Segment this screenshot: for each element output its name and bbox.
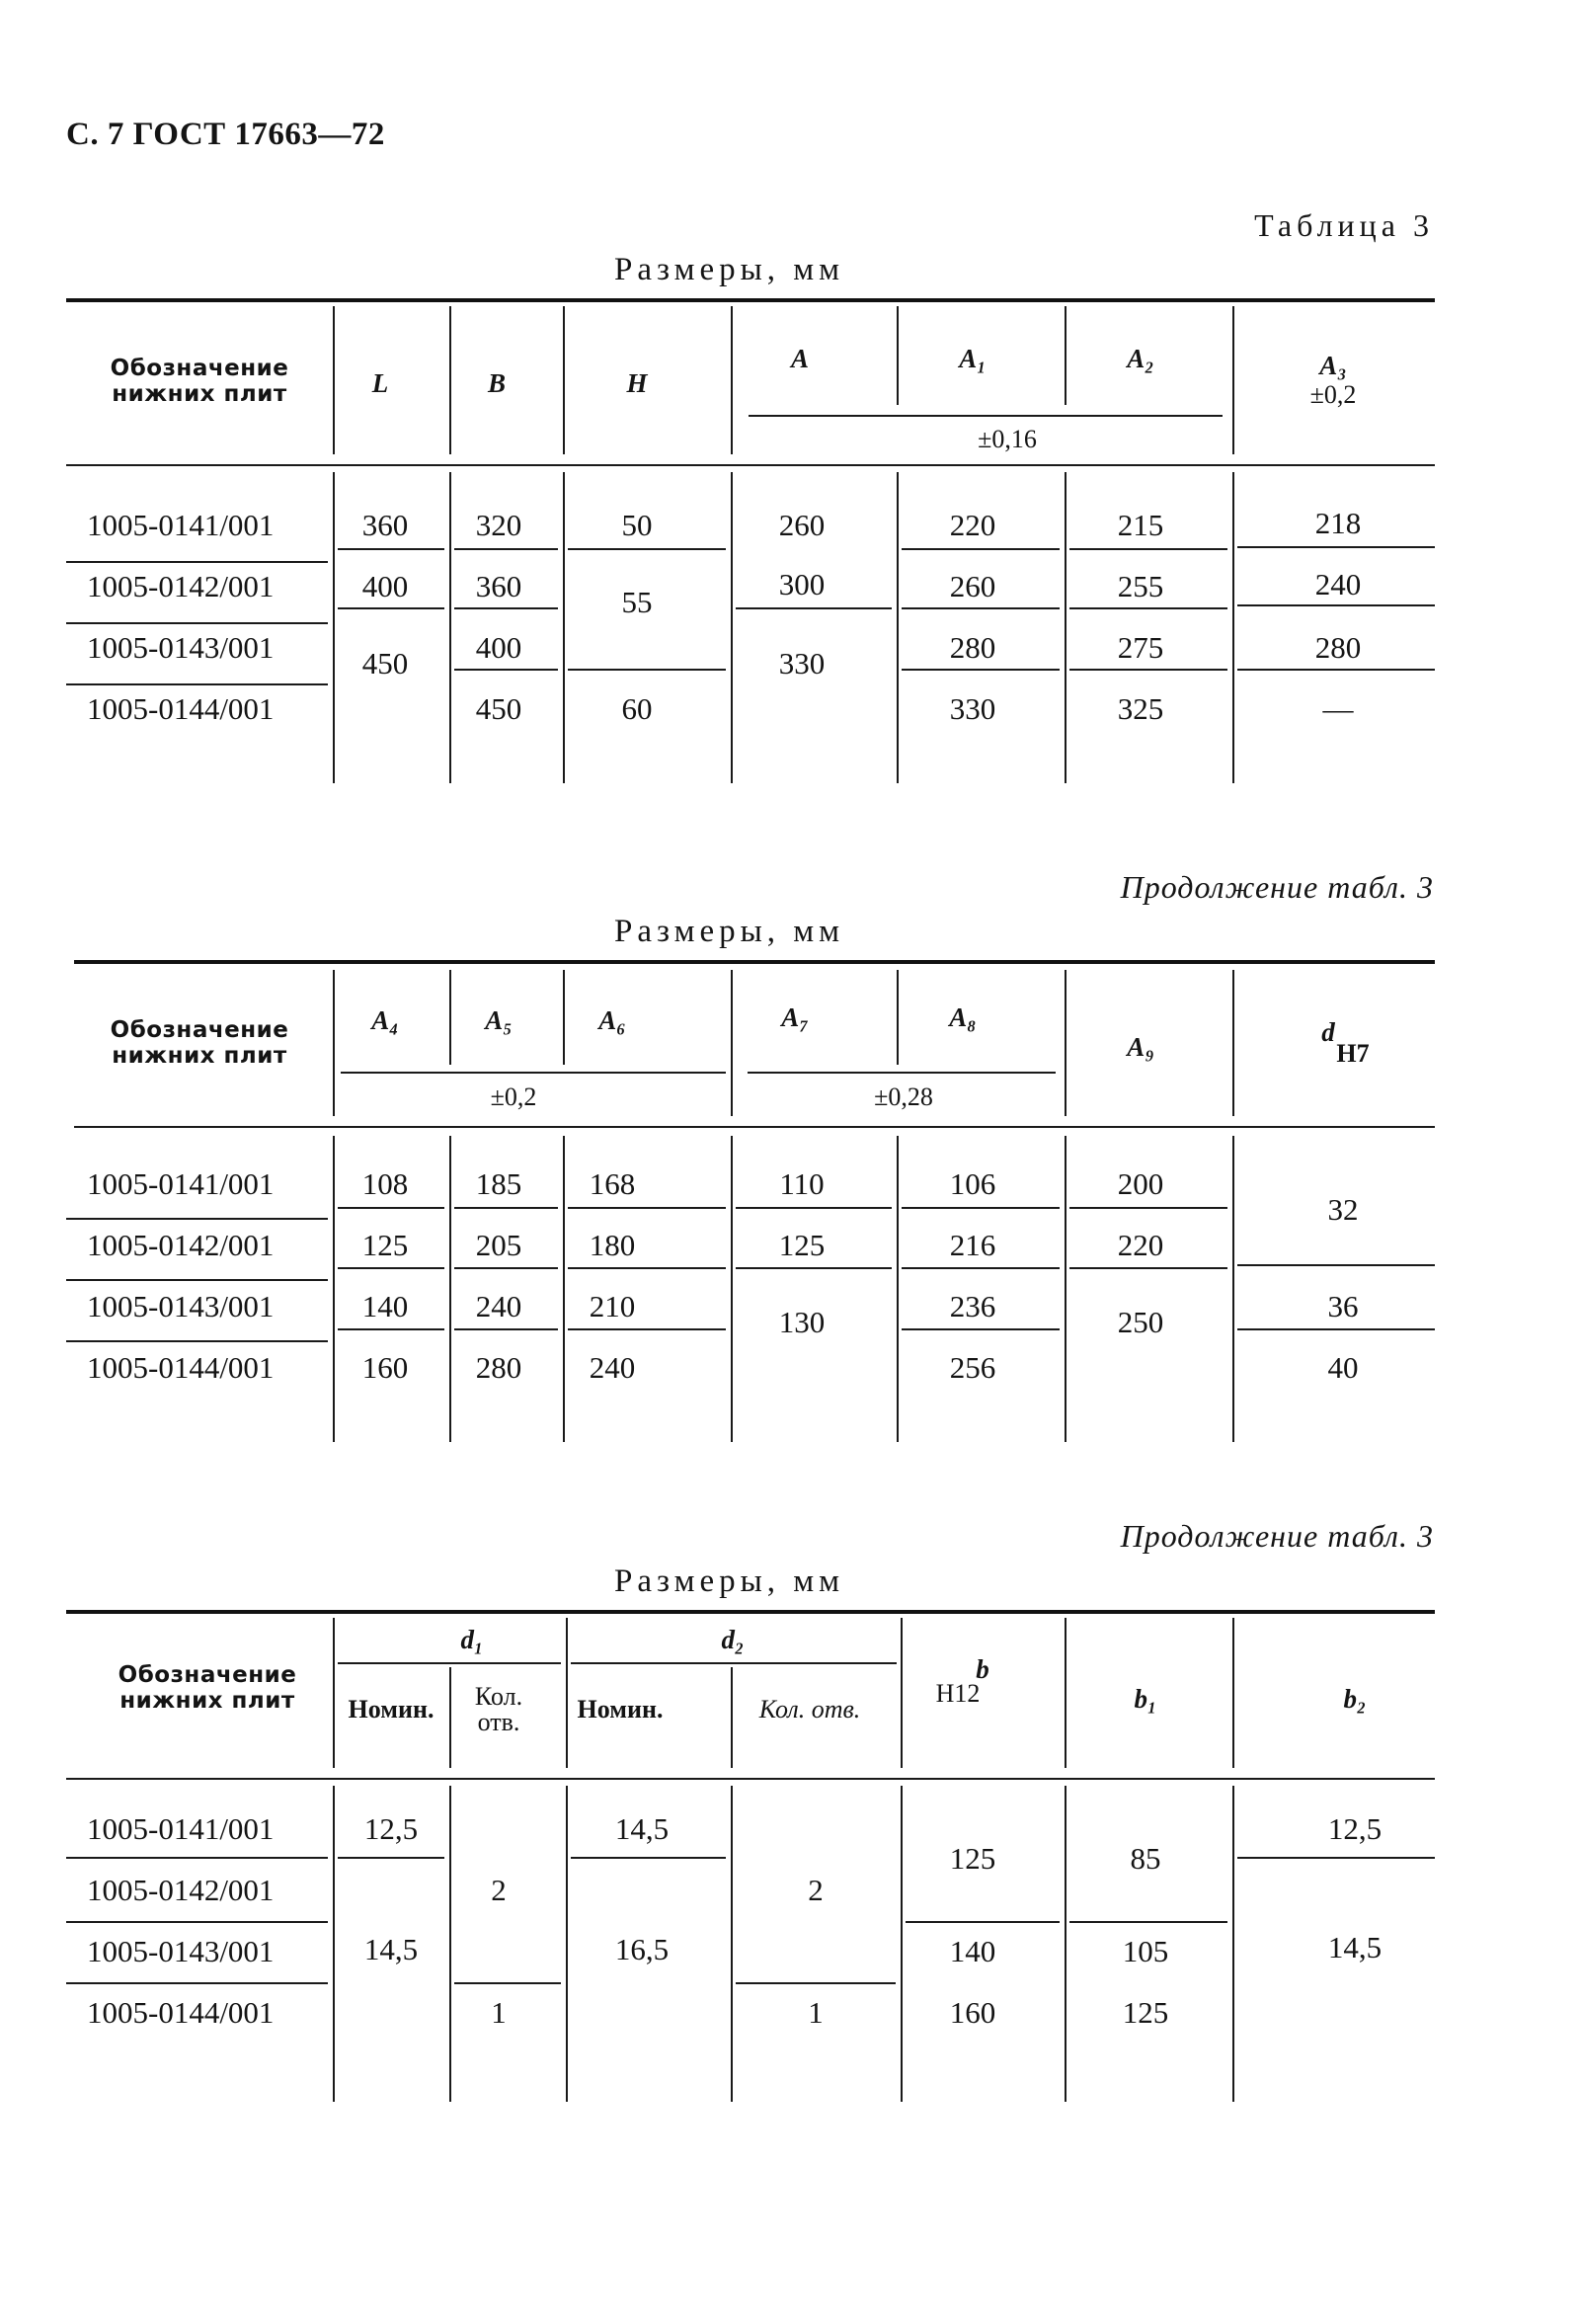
cell-A2: 255 bbox=[1117, 569, 1164, 603]
cell-A9: 220 bbox=[1117, 1228, 1164, 1262]
column-header-L: L bbox=[371, 368, 389, 398]
cell-d: 32 bbox=[1327, 1192, 1359, 1227]
cell-A4: 108 bbox=[361, 1166, 409, 1201]
column-header-A3: A₃ bbox=[1319, 351, 1347, 380]
units-label: Размеры, мм bbox=[614, 252, 845, 287]
column-header-A5: A₅ bbox=[485, 1005, 513, 1035]
table-row-designation: 1005-0141/001 bbox=[87, 1166, 275, 1201]
fit-H12: H12 bbox=[935, 1679, 981, 1708]
cell-b: 140 bbox=[949, 1934, 996, 1968]
tolerance-group-2: ±0,28 bbox=[874, 1082, 933, 1111]
cell-A5: 240 bbox=[475, 1289, 522, 1323]
column-header-d1-nominal: Номин. bbox=[348, 1695, 434, 1723]
cell-B: 400 bbox=[475, 630, 522, 665]
column-header-A6: A₆ bbox=[598, 1005, 626, 1035]
cell-A6: 210 bbox=[589, 1289, 636, 1323]
cell-d2-count: 1 bbox=[808, 1995, 824, 2030]
cell-A: 260 bbox=[778, 508, 826, 542]
column-header-A4: A₄ bbox=[371, 1005, 399, 1035]
table-row-designation: 1005-0142/001 bbox=[87, 569, 275, 603]
cell-A2: 325 bbox=[1117, 691, 1164, 726]
column-header-designation: Обозначение нижних плит bbox=[118, 1662, 297, 1714]
column-header-d2-nominal: Номин. bbox=[577, 1695, 664, 1723]
column-header-b2: b₂ bbox=[1343, 1684, 1367, 1714]
table-row-designation: 1005-0142/001 bbox=[87, 1873, 275, 1907]
column-header-b1: b₁ bbox=[1134, 1684, 1157, 1714]
cell-d2-nominal: 16,5 bbox=[614, 1932, 670, 1966]
cell-H: 55 bbox=[621, 585, 653, 619]
column-header-A2: A₂ bbox=[1127, 344, 1154, 373]
cell-L: 400 bbox=[361, 569, 409, 603]
cell-A2: 275 bbox=[1117, 630, 1164, 665]
cell-d1-count: 2 bbox=[491, 1873, 507, 1907]
tolerance-group: ±0,16 bbox=[978, 425, 1037, 453]
cell-A7: 130 bbox=[778, 1305, 826, 1339]
table-row-designation: 1005-0143/001 bbox=[87, 630, 275, 665]
cell-A3: 240 bbox=[1314, 567, 1362, 601]
cell-B: 360 bbox=[475, 569, 522, 603]
column-header-d2: d₂ bbox=[721, 1625, 745, 1654]
column-header-H: H bbox=[626, 368, 648, 398]
cell-A6: 168 bbox=[589, 1166, 636, 1201]
cell-A9: 250 bbox=[1117, 1305, 1164, 1339]
cell-A4: 125 bbox=[361, 1228, 409, 1262]
cell-A5: 205 bbox=[475, 1228, 522, 1262]
tolerance-group-1: ±0,2 bbox=[490, 1082, 537, 1111]
column-header-A7: A₇ bbox=[781, 1002, 809, 1032]
cell-L: 450 bbox=[361, 646, 409, 681]
cell-d2-nominal: 14,5 bbox=[614, 1811, 670, 1846]
cell-b2: 14,5 bbox=[1327, 1930, 1382, 1964]
cell-B: 320 bbox=[475, 508, 522, 542]
cell-A8: 256 bbox=[949, 1350, 996, 1385]
cell-H: 50 bbox=[621, 508, 653, 542]
cell-d1-nominal: 12,5 bbox=[363, 1811, 419, 1846]
cell-A4: 140 bbox=[361, 1289, 409, 1323]
cell-A3: 218 bbox=[1314, 506, 1362, 540]
cell-A2: 215 bbox=[1117, 508, 1164, 542]
cell-A6: 180 bbox=[589, 1228, 636, 1262]
units-label: Размеры, мм bbox=[614, 1563, 845, 1599]
units-label: Размеры, мм bbox=[614, 914, 845, 949]
column-header-B: B bbox=[487, 368, 507, 398]
table-row-designation: 1005-0142/001 bbox=[87, 1228, 275, 1262]
column-header-A9: A₉ bbox=[1127, 1032, 1154, 1062]
cell-b: 125 bbox=[949, 1841, 996, 1876]
cell-A: 300 bbox=[778, 567, 826, 601]
table-row-designation: 1005-0144/001 bbox=[87, 691, 275, 726]
cell-A1: 280 bbox=[949, 630, 996, 665]
cell-A6: 240 bbox=[589, 1350, 636, 1385]
tolerance-a3: ±0,2 bbox=[1309, 380, 1357, 409]
column-header-A8: A₈ bbox=[949, 1002, 977, 1032]
table-row-designation: 1005-0143/001 bbox=[87, 1289, 275, 1323]
fit-H7: H7 bbox=[1336, 1039, 1370, 1068]
cell-A8: 106 bbox=[949, 1166, 996, 1201]
page-header: С. 7 ГОСТ 17663—72 bbox=[66, 117, 385, 152]
cell-A9: 200 bbox=[1117, 1166, 1164, 1201]
table-row-designation: 1005-0141/001 bbox=[87, 508, 275, 542]
cell-d: 36 bbox=[1327, 1289, 1359, 1323]
column-header-A: A bbox=[790, 344, 810, 373]
column-header-designation: Обозначение нижних плит bbox=[110, 1017, 289, 1069]
cell-b2: 12,5 bbox=[1327, 1811, 1382, 1846]
cell-A1: 330 bbox=[949, 691, 996, 726]
cell-b1: 125 bbox=[1122, 1995, 1169, 2030]
table-row-designation: 1005-0144/001 bbox=[87, 1350, 275, 1385]
column-header-b: b bbox=[976, 1654, 989, 1684]
cell-b1: 105 bbox=[1122, 1934, 1169, 1968]
cell-A8: 216 bbox=[949, 1228, 996, 1262]
table-row-designation: 1005-0141/001 bbox=[87, 1811, 275, 1846]
table-row-designation: 1005-0143/001 bbox=[87, 1934, 275, 1968]
cell-d2-count: 2 bbox=[808, 1873, 824, 1907]
cell-b1: 85 bbox=[1130, 1841, 1161, 1876]
column-header-designation: Обозначение нижних плит bbox=[110, 356, 289, 407]
cell-A4: 160 bbox=[361, 1350, 409, 1385]
column-header-d1: d₁ bbox=[460, 1625, 484, 1654]
cell-L: 360 bbox=[361, 508, 409, 542]
cell-A7: 125 bbox=[778, 1228, 826, 1262]
cell-H: 60 bbox=[621, 691, 653, 726]
cell-A3: 280 bbox=[1314, 630, 1362, 665]
cell-d1-count: 1 bbox=[491, 1995, 507, 2030]
column-header-A1: A₁ bbox=[959, 344, 987, 373]
cell-A5: 280 bbox=[475, 1350, 522, 1385]
table-label: Таблица 3 bbox=[1254, 207, 1434, 243]
cell-A5: 185 bbox=[475, 1166, 522, 1201]
column-header-d: d bbox=[1321, 1017, 1335, 1047]
column-header-d1-count: Кол. отв. bbox=[474, 1682, 523, 1736]
cell-A1: 260 bbox=[949, 569, 996, 603]
cell-A3: — bbox=[1322, 691, 1354, 726]
cell-b: 160 bbox=[949, 1995, 996, 2030]
cell-A1: 220 bbox=[949, 508, 996, 542]
continuation-label: Продолжение табл. 3 bbox=[1120, 1518, 1434, 1554]
cell-A: 330 bbox=[778, 646, 826, 681]
cell-B: 450 bbox=[475, 691, 522, 726]
cell-A8: 236 bbox=[949, 1289, 996, 1323]
cell-d: 40 bbox=[1327, 1350, 1359, 1385]
table-row-designation: 1005-0144/001 bbox=[87, 1995, 275, 2030]
column-header-d2-count: Кол. отв. bbox=[758, 1695, 861, 1723]
continuation-label: Продолжение табл. 3 bbox=[1120, 869, 1434, 905]
cell-A7: 110 bbox=[779, 1166, 825, 1201]
cell-d1-nominal: 14,5 bbox=[363, 1932, 419, 1966]
